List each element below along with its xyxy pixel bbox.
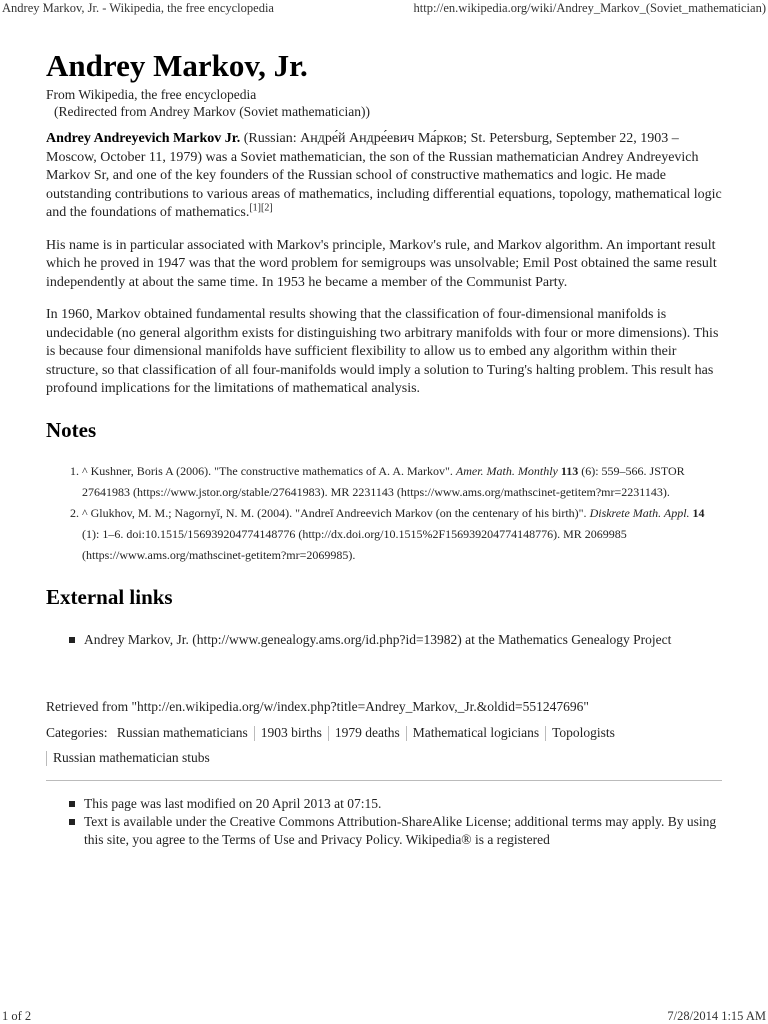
print-timestamp: 7/28/2014 1:15 AM — [667, 1009, 766, 1023]
note-item-1 — [82, 461, 724, 503]
paragraph-2: His name is in particular associated with Markov's principle, Markov's rule, and Markov algorithm. An important result which he proved in 1947 was that the word problem for semigroups was unsolvable; Emil Post obtained the same result independently at about the same time. In 1953 he became a member of the Communist Party. — [46, 237, 717, 290]
page-number: 1 of 2 — [2, 1009, 32, 1023]
category-topologists[interactable]: Topologists — [552, 724, 615, 740]
intro-bold-name: Andrey Andreyevich Markov Jr. — [46, 131, 241, 146]
last-modified: This page was last modified on 20 April 2013 at 07:15. — [84, 795, 724, 813]
intro-paragraph — [46, 130, 724, 223]
paragraph-3: In 1960, Markov obtained fundamental results showing that the classification of four-dimensional manifolds is undecidable (no general algorithm exists for distinguishing two arbitrary manifolds with four or more dimensions). This is because four dimensional manifolds have sufficient flexibility to allow us to embed any algorithm within their structure, so that classification of all four-manifolds would imply a solution to Turing's halting problem. This result has profound implications for the limitations of mathematical analysis. — [46, 307, 719, 396]
category-russian-mathematicians[interactable]: Russian mathematicians — [116, 724, 248, 740]
note-1-volume: 113 — [557, 463, 579, 478]
note-2-details: (1): 1–6. doi:10.1515/156939204774148776 (http://dx.doi.org/10.1515%2F156939204774148776). MR 2069985 (https://www.ams.org/mathscinet-getitem?mr=2069985). — [82, 526, 627, 562]
redirect-note: (Redirected from Andrey Markov (Soviet mathematician)) — [54, 104, 371, 119]
notes-list — [46, 461, 724, 566]
notes-heading: Notes — [46, 417, 97, 442]
print-header-url: http://en.wikipedia.org/wiki/Andrey_Markov_(Soviet_mathematician) — [413, 1, 766, 15]
print-header — [0, 0, 768, 16]
note-2-journal: Diskrete Math. Appl. — [589, 505, 690, 520]
category-separator — [545, 726, 546, 741]
note-item-2 — [82, 503, 724, 566]
intro-references[interactable]: [1][2] — [249, 202, 273, 214]
category-russian-mathematician-stubs[interactable]: Russian mathematician stubs — [53, 749, 210, 765]
category-separator — [328, 726, 329, 741]
category-separator — [46, 751, 47, 766]
external-link-item[interactable] — [84, 628, 724, 652]
footer-divider — [46, 780, 722, 781]
categories-label: Categories: — [46, 724, 108, 740]
note-1-journal: Amer. Math. Monthly — [455, 463, 558, 478]
category-1979-deaths[interactable]: 1979 deaths — [334, 724, 400, 740]
site-subtitle: From Wikipedia, the free encyclopedia — [46, 87, 257, 102]
category-separator — [254, 726, 255, 741]
category-1903-births[interactable]: 1903 births — [260, 724, 322, 740]
external-links-list — [46, 628, 724, 652]
license-notice: Text is available under the Creative Commons Attribution-ShareAlike License; additional terms may apply. By using this site, you agree to the Terms of Use and Privacy Policy. Wikipedia® is a registered — [84, 813, 724, 849]
note-1-citation: ^ Kushner, Boris A (2006). "The constructive mathematics of A. A. Markov". — [82, 463, 456, 478]
retrieved-from: Retrieved from "http://en.wikipedia.org/w/index.php?title=Andrey_Markov,_Jr.&oldid=551247696" — [46, 698, 589, 714]
genealogy-link[interactable]: Andrey Markov, Jr. (http://www.genealogy.ams.org/id.php?id=13982) at the Mathematics Genealogy Project — [84, 631, 672, 647]
category-mathematical-logicians[interactable]: Mathematical logicians — [412, 724, 540, 740]
footer-info — [46, 795, 724, 849]
page-title: Andrey Markov, Jr. — [46, 48, 308, 83]
print-header-title: Andrey Markov, Jr. - Wikipedia, the free encyclopedia — [2, 1, 274, 15]
external-links-heading: External links — [46, 584, 173, 609]
categories-bar — [46, 720, 724, 770]
note-2-volume: 14 — [689, 505, 705, 520]
article-content — [46, 48, 724, 849]
note-1-details: (6): 559–566. JSTOR 27641983 (https://www.jstor.org/stable/27641983). MR 2231143 (https://www.ams.org/mathscinet-getitem?mr=2231143). — [82, 463, 685, 499]
print-footer — [0, 1008, 768, 1024]
note-2-citation: ^ Glukhov, M. M.; Nagornyĭ, N. M. (2004). "Andreĭ Andreevich Markov (on the centenary of his birth)". — [82, 505, 590, 520]
category-separator — [406, 726, 407, 741]
intro-text: (Russian: Андре́й Андре́евич Ма́рков; St. Petersburg, September 22, 1903 – Moscow, October 11, 1979) was a Soviet mathematician, the son of the Russian mathematician Andrey Andreyevich Markov Sr, and one of the key founders of the Russian school of constructive mathematics and logic. He made outstanding contributions to various areas of mathematics, including differential equations, topology, mathematical logic and the foundations of mathematics. — [46, 131, 722, 220]
